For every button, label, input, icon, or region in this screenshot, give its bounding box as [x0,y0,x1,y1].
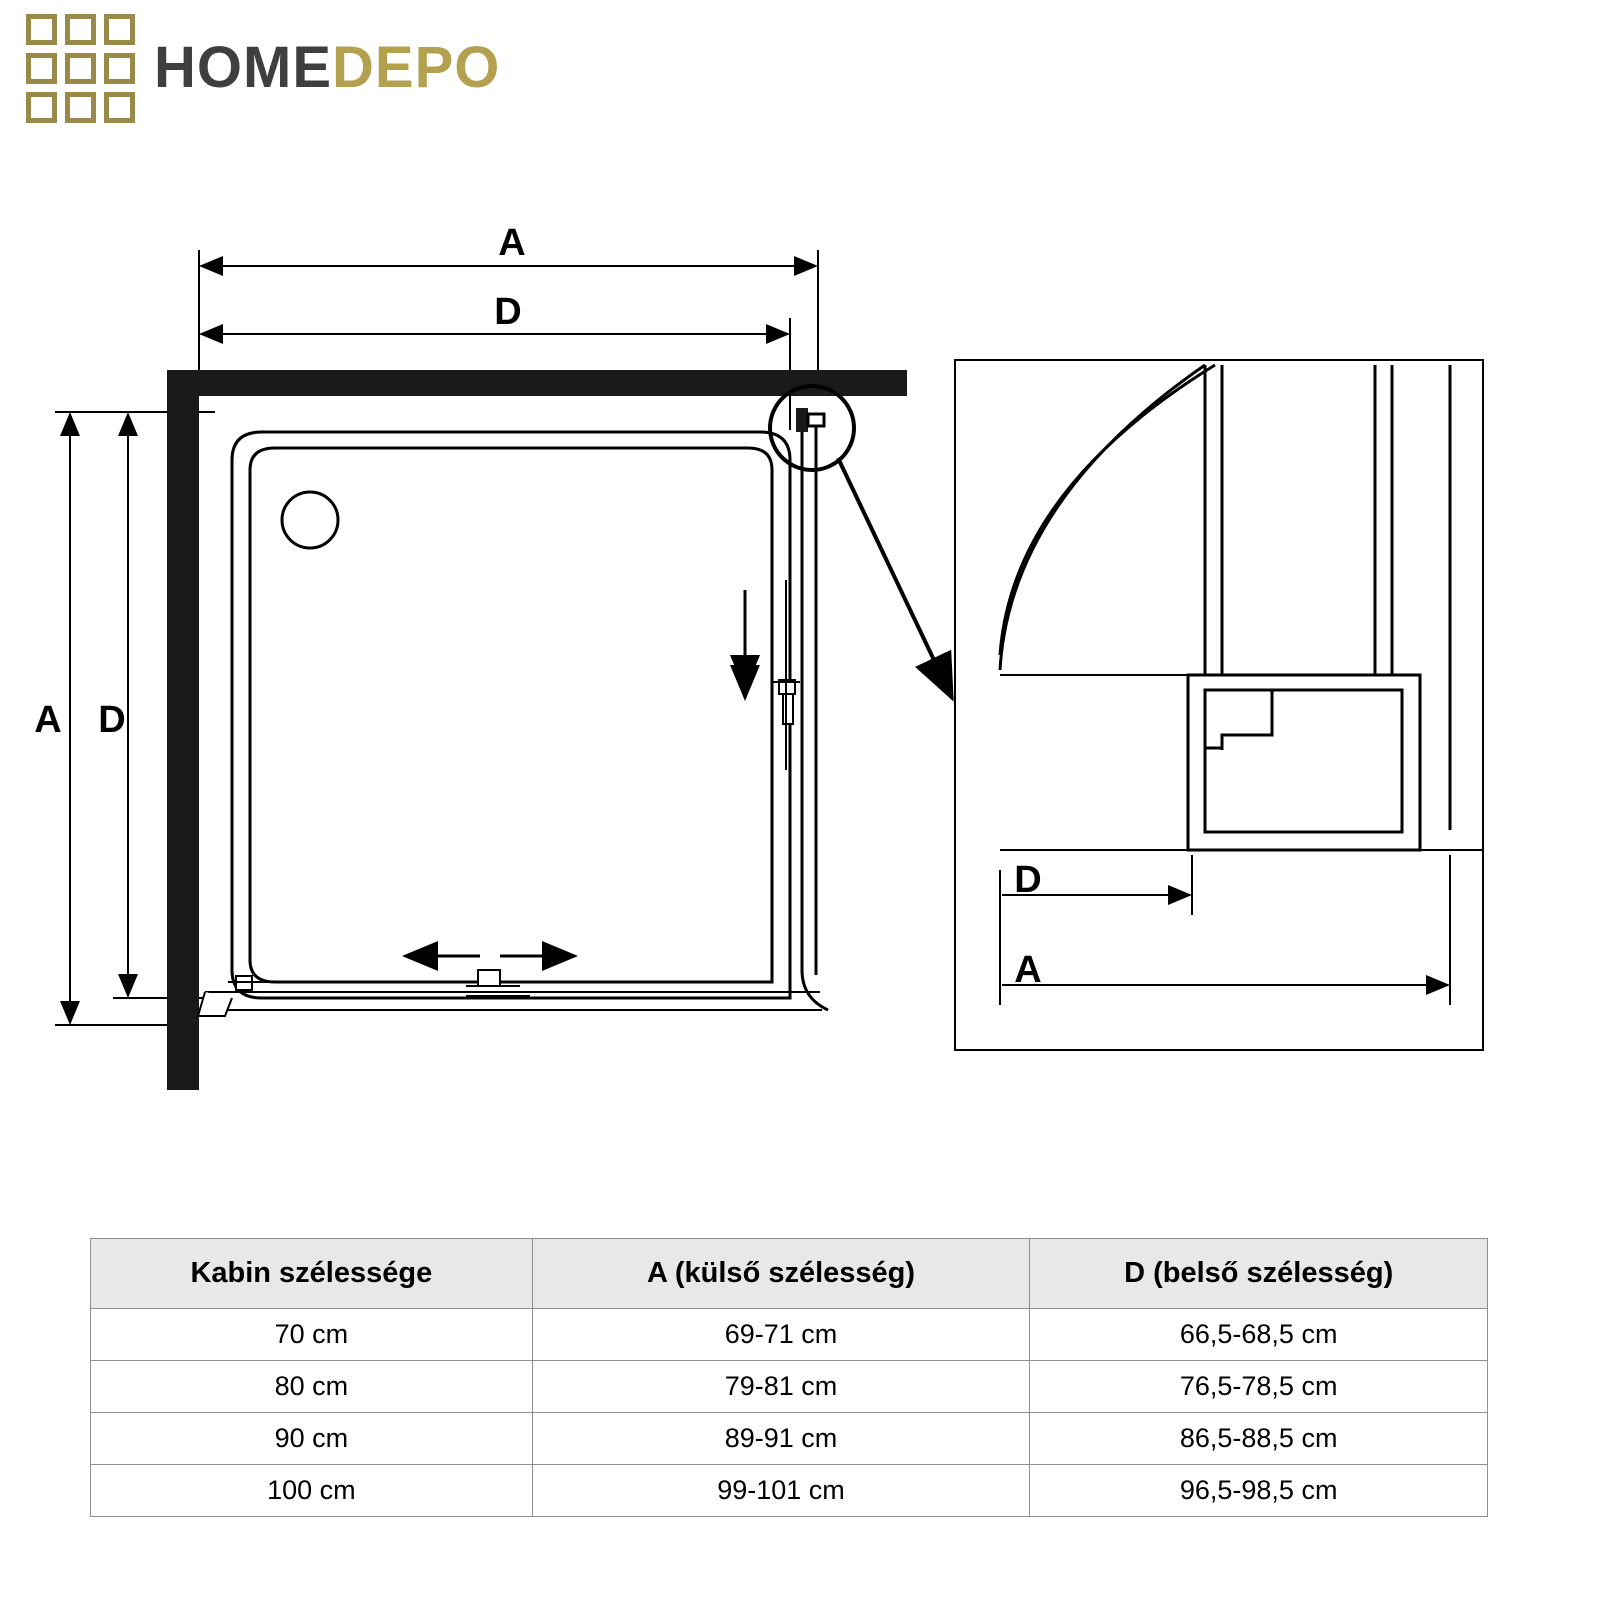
logo-wordmark-part1: HOME [154,35,332,100]
cell-outer-width: 89-91 cm [532,1413,1030,1465]
label-a-left: A [34,699,62,741]
rail-right-outer [802,420,828,1010]
detail-view [955,360,1483,1050]
dimension-d-left [113,412,215,998]
cell-outer-width: 99-101 cm [532,1465,1030,1517]
label-a-detail: A [1014,949,1042,991]
label-d-detail: D [1014,859,1042,901]
table-header-outer-width: A (külső szélesség) [532,1239,1030,1309]
cell-outer-width: 69-71 cm [532,1309,1030,1361]
cell-inner-width: 86,5-88,5 cm [1030,1413,1488,1465]
table-header-row [91,1239,1488,1309]
table-row [91,1465,1488,1517]
technical-drawing [0,170,1600,1220]
table-header-cabin-width: Kabin szélessége [91,1239,533,1309]
logo-squares-icon [26,14,134,122]
cell-inner-width: 66,5-68,5 cm [1030,1309,1488,1361]
cell-inner-width: 96,5-98,5 cm [1030,1465,1488,1517]
brand-logo [26,14,500,122]
detail-profile-box [1188,675,1420,850]
cell-outer-width: 79-81 cm [532,1361,1030,1413]
dimension-table [90,1238,1488,1517]
logo-wordmark-part2: DEPO [332,35,501,100]
table-row [91,1413,1488,1465]
table-row [91,1361,1488,1413]
detail-callout-mark [796,408,824,432]
detail-leader-line [838,458,952,698]
table-row [91,1309,1488,1361]
logo-wordmark [154,35,501,100]
drain-icon [282,492,338,548]
cell-cabin-width: 70 cm [91,1309,533,1361]
label-d-top: D [494,291,522,333]
detail-callout-circle [770,386,854,470]
cell-cabin-width: 100 cm [91,1465,533,1517]
label-a-top: A [498,222,526,264]
label-d-left: D [98,699,126,741]
cell-cabin-width: 90 cm [91,1413,533,1465]
plan-view [34,222,1483,1090]
cell-inner-width: 76,5-78,5 cm [1030,1361,1488,1413]
cell-cabin-width: 80 cm [91,1361,533,1413]
table-header-inner-width: D (belső szélesség) [1030,1239,1488,1309]
